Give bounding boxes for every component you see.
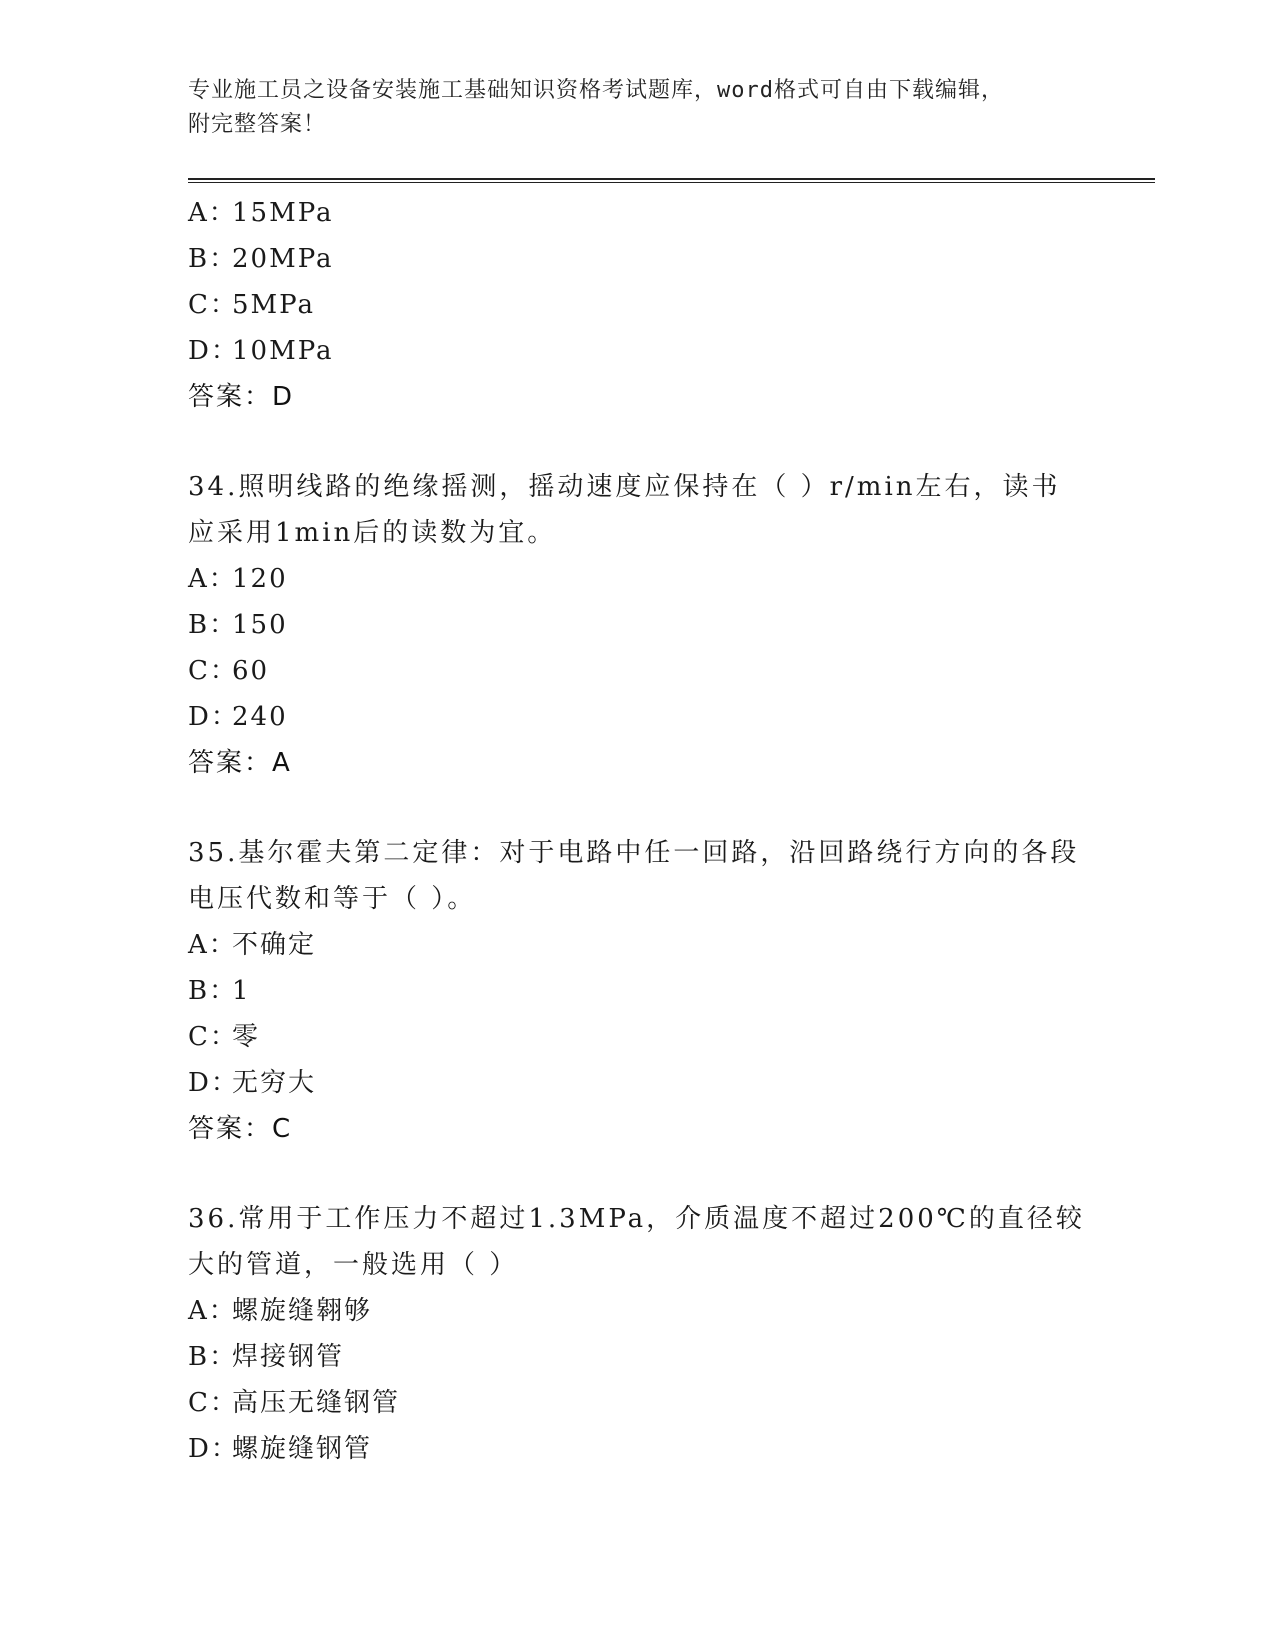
option-c: C：高压无缝钢管 bbox=[188, 1388, 401, 1418]
question-35 bbox=[188, 830, 1088, 1152]
option-d: D：240 bbox=[188, 702, 288, 732]
option-c: C：零 bbox=[188, 1022, 261, 1052]
question-34 bbox=[188, 464, 1088, 786]
option-a: A：15MPa bbox=[188, 198, 334, 228]
answer-line: 答案：A bbox=[188, 748, 292, 778]
question-33-continued bbox=[188, 190, 1088, 420]
answer-line: 答案：C bbox=[188, 1114, 293, 1144]
option-a: A：120 bbox=[188, 564, 288, 594]
option-b: B：1 bbox=[188, 976, 251, 1006]
question-36 bbox=[188, 1196, 1088, 1472]
option-c: C：5MPa bbox=[188, 290, 315, 320]
option-a: A：螺旋缝翱够 bbox=[188, 1296, 373, 1326]
question-stem: 35.基尔霍夫第二定律：对于电路中任一回路，沿回路绕行方向的各段电压代数和等于（ ）。 bbox=[188, 838, 1080, 914]
option-b: B：150 bbox=[188, 610, 288, 640]
document-header bbox=[188, 74, 1088, 142]
header-divider bbox=[188, 178, 1155, 183]
option-b: B：焊接钢管 bbox=[188, 1342, 345, 1372]
option-d: D：螺旋缝钢管 bbox=[188, 1434, 373, 1464]
option-d: D：无穷大 bbox=[188, 1068, 317, 1098]
header-line-2: 附完整答案！ bbox=[188, 112, 327, 137]
option-b: B：20MPa bbox=[188, 244, 334, 274]
option-d: D：10MPa bbox=[188, 336, 334, 366]
question-list bbox=[188, 190, 1088, 1472]
option-c: C：60 bbox=[188, 656, 270, 686]
option-a: A：不确定 bbox=[188, 930, 317, 960]
question-stem: 36.常用于工作压力不超过1.3MPa，介质温度不超过200℃的直径较大的管道，一般选用（ ） bbox=[188, 1204, 1085, 1280]
header-line-1: 专业施工员之设备安装施工基础知识资格考试题库，word格式可自由下载编辑， bbox=[188, 78, 1004, 103]
answer-line: 答案：D bbox=[188, 382, 295, 412]
question-stem: 34.照明线路的绝缘摇测，摇动速度应保持在（ ）r/min左右，读书应采用1min后的读数为宜。 bbox=[188, 472, 1061, 548]
